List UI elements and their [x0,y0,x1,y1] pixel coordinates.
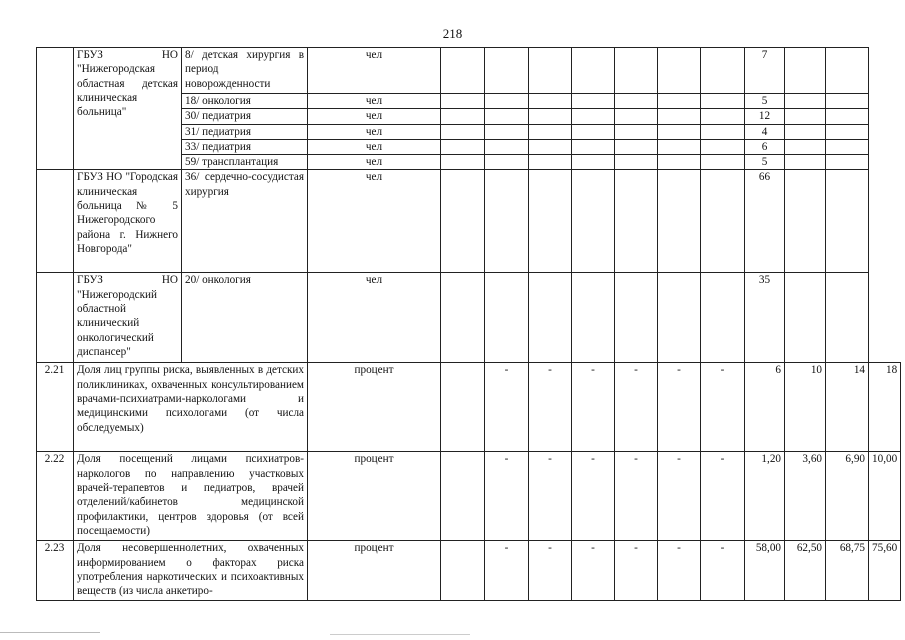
profile-cell: 30/ педиатрия [182,109,308,124]
value-cell: 5 [745,155,785,170]
dash-cell: - [701,541,745,601]
empty-cell [658,273,701,363]
empty-cell [826,109,869,124]
unit-cell: чел [308,109,441,124]
dash-cell: - [615,541,658,601]
empty-cell [485,170,529,273]
empty-cell [572,273,615,363]
empty-cell [615,94,658,109]
unit-cell: чел [308,48,441,94]
empty-cell [572,94,615,109]
empty-cell [826,124,869,139]
dash-cell: - [572,541,615,601]
profile-cell: 33/ педиатрия [182,139,308,154]
profile-cell: 18/ онкология [182,94,308,109]
empty-cell [485,94,529,109]
dash-cell: - [701,363,745,452]
value-cell: 6 [745,139,785,154]
empty-cell [529,109,572,124]
dash-cell: - [615,363,658,452]
empty-cell [441,109,485,124]
indicator-name-cell: Доля посещений лицами психиатров-наркологов по направлению участковых врачей-терапевтов и педиатров, врачей отделений/кабинетов медицинской профилактики, центров здоровья (от всей посещаемости) [74,452,308,541]
dash-cell: - [658,363,701,452]
table-row [37,541,901,601]
empty-cell [701,109,745,124]
table-row [37,170,901,273]
empty-cell [441,139,485,154]
empty-cell [485,124,529,139]
profile-cell: 31/ педиатрия [182,124,308,139]
empty-cell [785,124,826,139]
value-cell: 18 [869,363,901,452]
row-number-cell [37,273,74,363]
empty-cell [485,155,529,170]
empty-cell [615,109,658,124]
empty-cell [826,170,869,273]
dash-cell: - [658,541,701,601]
empty-cell [529,273,572,363]
empty-cell [529,170,572,273]
value-cell: 1,20 [745,452,785,541]
empty-cell [785,170,826,273]
empty-cell [826,155,869,170]
empty-cell [441,452,485,541]
value-cell: 62,50 [785,541,826,601]
row-number-cell [37,170,74,273]
row-number-cell [37,48,74,170]
empty-cell [785,273,826,363]
empty-cell [658,94,701,109]
value-cell: 10,00 [869,452,901,541]
empty-cell [785,155,826,170]
value-cell: 6,90 [826,452,869,541]
plan-table [36,47,901,601]
plan-table-wrapper [36,47,901,601]
empty-cell [572,109,615,124]
indicator-name-cell: Доля несовершеннолетних, охваченных информированием о факторах риска употребления наркотических и психоактивных веществ (из числа анкетиро- [74,541,308,601]
empty-cell [658,139,701,154]
organization-cell: ГБУЗ НО "Городская клиническая больница № 5 Нижегородского района г. Нижнего Новгорода" [74,170,182,273]
empty-cell [785,139,826,154]
value-cell: 75,60 [869,541,901,601]
unit-cell: чел [308,94,441,109]
profile-cell: 59/ трансплантация [182,155,308,170]
empty-cell [826,48,869,94]
empty-cell [572,139,615,154]
value-cell: 6 [745,363,785,452]
dash-cell: - [529,452,572,541]
empty-cell [485,48,529,94]
empty-cell [658,155,701,170]
unit-cell: чел [308,124,441,139]
empty-cell [441,155,485,170]
dash-cell: - [529,363,572,452]
unit-cell: процент [308,541,441,601]
value-cell: 68,75 [826,541,869,601]
unit-cell: чел [308,139,441,154]
indicator-name-cell: Доля лиц группы риска, выявленных в детских поликлиниках, охваченных консультированием врачами-психиатрами-наркологами и медицинскими психологами (от числа обследуемых) [74,363,308,452]
empty-cell [615,124,658,139]
empty-cell [529,139,572,154]
value-cell: 10 [785,363,826,452]
unit-cell: процент [308,452,441,541]
table-row [37,273,901,363]
dash-cell: - [572,452,615,541]
empty-cell [658,124,701,139]
empty-cell [572,48,615,94]
unit-cell: чел [308,155,441,170]
empty-cell [485,139,529,154]
value-cell: 4 [745,124,785,139]
dash-cell: - [572,363,615,452]
empty-cell [572,170,615,273]
empty-cell [701,139,745,154]
value-cell: 58,00 [745,541,785,601]
empty-cell [826,139,869,154]
empty-cell [785,48,826,94]
table-row [37,363,901,452]
value-cell: 7 [745,48,785,94]
empty-cell [785,94,826,109]
row-number-cell: 2.21 [37,363,74,452]
empty-cell [441,273,485,363]
empty-cell [658,170,701,273]
empty-cell [658,48,701,94]
empty-cell [615,273,658,363]
profile-cell: 36/ сердечно-сосудистая хирургия [182,170,308,273]
empty-cell [441,363,485,452]
empty-cell [701,155,745,170]
profile-cell: 8/ детская хирургия в период новорожденности [182,48,308,94]
dash-cell: - [529,541,572,601]
empty-cell [826,94,869,109]
empty-cell [485,273,529,363]
empty-cell [529,94,572,109]
dash-cell: - [658,452,701,541]
empty-cell [572,155,615,170]
dash-cell: - [485,541,529,601]
table-row [37,452,901,541]
dash-cell: - [485,452,529,541]
empty-cell [441,170,485,273]
empty-cell [701,124,745,139]
empty-cell [572,124,615,139]
dash-cell: - [701,452,745,541]
empty-cell [441,541,485,601]
dash-cell: - [615,452,658,541]
empty-cell [529,124,572,139]
unit-cell: чел [308,273,441,363]
empty-cell [701,170,745,273]
profile-cell: 20/ онкология [182,273,308,363]
dash-cell: - [485,363,529,452]
empty-cell [529,48,572,94]
organization-cell: ГБУЗ НО "Нижегородский областной клинический онкологический диспансер" [74,273,182,363]
page-number: 218 [442,26,463,41]
scan-artifact-line [330,634,470,635]
unit-cell: чел [308,170,441,273]
value-cell: 35 [745,273,785,363]
value-cell: 5 [745,94,785,109]
empty-cell [701,48,745,94]
organization-cell: ГБУЗ НО "Нижегородская областная детская клиническая больница" [74,48,182,170]
empty-cell [529,155,572,170]
empty-cell [701,273,745,363]
empty-cell [615,139,658,154]
empty-cell [441,48,485,94]
empty-cell [701,94,745,109]
value-cell: 12 [745,109,785,124]
row-number-cell: 2.22 [37,452,74,541]
empty-cell [441,94,485,109]
empty-cell [485,109,529,124]
empty-cell [785,109,826,124]
empty-cell [615,155,658,170]
empty-cell [658,109,701,124]
empty-cell [441,124,485,139]
unit-cell: процент [308,363,441,452]
empty-cell [615,170,658,273]
value-cell: 14 [826,363,869,452]
value-cell: 66 [745,170,785,273]
row-number-cell: 2.23 [37,541,74,601]
empty-cell [615,48,658,94]
empty-cell [826,273,869,363]
value-cell: 3,60 [785,452,826,541]
scan-artifact-line [0,632,100,633]
table-row [37,48,901,94]
